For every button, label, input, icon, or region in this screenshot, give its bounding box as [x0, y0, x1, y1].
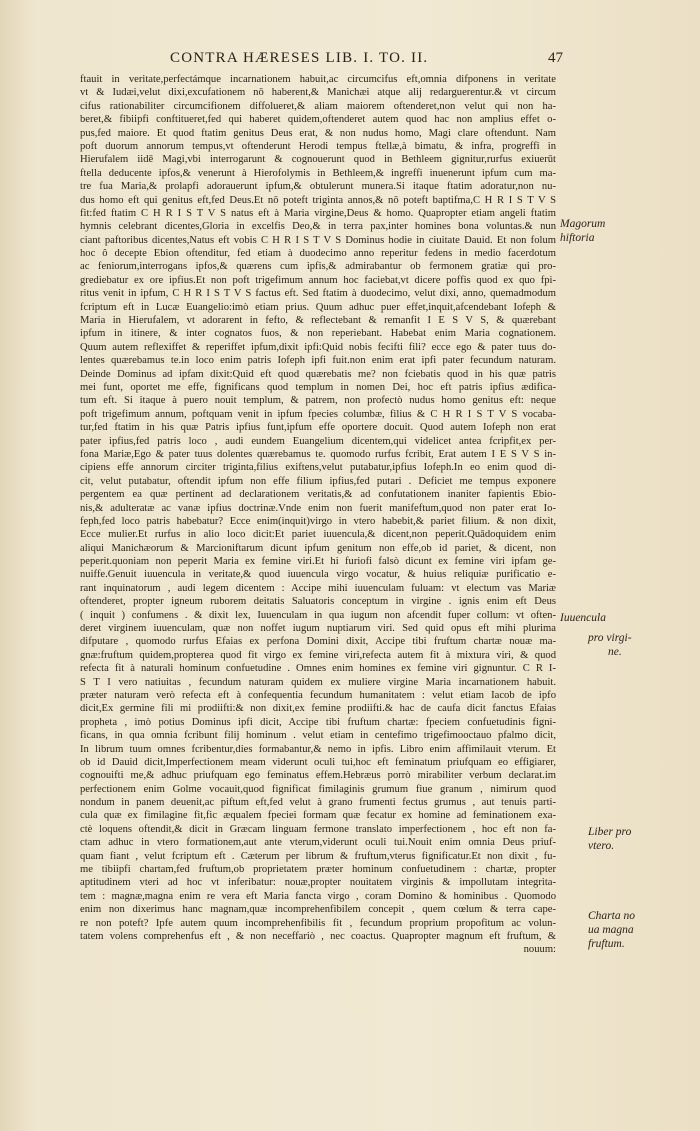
text-line: mei funt, oportet me effe, fignificans quod templum in nomen Dei, hoc eft patris ipfius ædifica-	[80, 381, 556, 393]
main-text-block	[80, 73, 556, 957]
text-line: ftauit in veritate,perfectámque incarnationem habuit,ac circumcifus eft,omnia difponens in veritate	[80, 74, 556, 85]
margin-note: Iuuencula	[560, 612, 606, 624]
text-line: Quum autem reflexiffet & reperiffet ipfum,dixit ipfi:Quid nobis fecifti fili? ecce ego & pater tuus do-	[80, 341, 556, 353]
text-line: refecta fit à naturali hominum confuetudine . Omnes enim homines ex femine viri gignuntur. C R I-	[80, 663, 556, 675]
text-line: oftenderet, propter igneum ruborem deitatis Saluatoris conceptum in virgine . ignis enim eft Deus	[80, 596, 556, 608]
text-line: nis,& adulteratæ ac vanæ ipfius doctrinæ.Vnde enim non fuerit manifeftum,quod non pater erat Io-	[80, 502, 556, 514]
text-line: aptitudinem vteri ad hoc vt inferibatur: nouæ,propter nouitatem virginis & impollutam integrita-	[80, 877, 556, 889]
text-line: ipfum in itinere, & inter cognatos fuos, & non reperiebant. Habebat enim Maria cognationem.	[80, 328, 556, 340]
text-line: poft duorum annorum tempus,vt oftenderunt Herodi tempus ftellæ,à bimatu, & infra, progreffi in	[80, 140, 556, 152]
margin-note: ua magna	[588, 924, 634, 936]
text-line: ( inquit ) confumens . & dixit lex, Iuuenculam in qua iugum non afcendit fuper collum: vt often-	[80, 609, 556, 621]
text-line: Maria in Hierufalem, vt adorarent in fefto, & reflectebant & remanfit I E S V S, & quærebant	[80, 315, 556, 327]
text-line: poft trigefimum annum, poftquam venit in ipfum fpecies columbæ, filius & C H R I S T V S vocaba-	[80, 408, 556, 420]
catchword: nouum:	[523, 944, 556, 956]
text-line: deret virginem iuuenculam, quæ non noffet iugum nuptiarum viri. Sed quid opus eft mihi plurima	[80, 623, 556, 635]
text-line: cipiens effe annorum circiter triginta,filius exiftens,velut putabatur,ipfius Iofeph.In eo enim quod di-	[80, 462, 556, 474]
text-line: hymnis celebrant dicentes,Gloria in excelfis Deo,& in terra pax,inter homines bona voluntas.& nun	[80, 221, 556, 233]
text-line: ftella deducente ipfos,& venerunt à Hierofolymis in Bethleem,& ingreffi inuenerunt ipfum cum ma-	[80, 167, 556, 179]
text-line: propheta , imò potius Dominus ipfi dicit, Accipe tibi fruftum chartæ: fpeciem confuetudinis figni-	[80, 716, 556, 728]
text-line: grediebatur ex ore ipfius.Et non poft trigefimum annum hoc faciebat,vt dicere poffis quod ex quo fpi-	[80, 274, 556, 286]
text-line: ctè loquens oftendit,& dicit in Græcam linguam fermone translato imperfectionem , hoc eft non fa-	[80, 823, 556, 835]
text-line: pater ipfius,fed patris loco , audi eundem Euangelium dicentem,qui videlicet antea fcripfit,ex per-	[80, 435, 556, 447]
text-line: quam fiant , velut fcriptum eft . Cæterum per librum & fruftum,vterus fignificatur.Et non dixit , fu-	[80, 850, 556, 862]
text-line: S T I vero natiuitas , fecundum naturam quidem ex muliere virgine Maria incarnationem habuit.	[80, 676, 556, 688]
text-line: ctam adhuc in vtero formationem,aut ante vterum,viderunt oculi tui.Nouit enim omnia Deus priuf-	[80, 837, 556, 849]
text-line: ritus venit in ipfum, C H R I S T V S factus eft. Sed ftatim à duodecimo, velut dixi, anno, quemadmodum	[80, 288, 556, 300]
text-line: tum eft. Si itaque à puero nouit templum, & patrem, non profectò nudus homo genitus eft: neque	[80, 395, 556, 407]
text-line: gnæ:fruftum quidem,propterea quod fit virgo ex femine viri,refecta autem fit à mixtura viri, & quod	[80, 649, 556, 661]
text-line: pergentem ea quæ pertinent ad declarationem veritatis,& ad confutationem inaniter fapientis Ebio-	[80, 489, 556, 501]
text-line: In librum tuum omnes fcribentur,dies formabantur,& nemo in ipfis. Libro enim affimilauit vterum. Et	[80, 743, 556, 755]
text-line: cognouifti me,& adhuc priufquam ego feminatus effem.Hebræus porrò mirabiliter verbum declarat.im	[80, 770, 556, 782]
text-line: præter naturam verò refecta eft à confequentia fecundum humanitatem : velut etiam Iacob de ipfo	[80, 689, 556, 701]
margin-note: pro virgi-	[588, 632, 632, 644]
text-line: cit, velut putabatur, oftendit ipfum non effe filium ipfius,fed putari . Deficiet me tempus exponere	[80, 475, 556, 487]
text-line: Ecce mulier.Et rurfus in alio loco dicit:Et pariet iuuencula,& dicent,non peperit.Quādoquidem enim	[80, 529, 556, 541]
text-line: ciant paftoribus dicentes,Natus eft vobis C H R I S T V S Dominus hodie in ciuitate Dauid. Et non folum	[80, 234, 556, 246]
margin-note: Charta no	[588, 910, 635, 922]
margin-note: Magorum	[560, 218, 606, 230]
text-line: enim non dixerimus hanc magnam,quæ incomprehenfibilem concepit , quem cœlum & terra cape-	[80, 904, 556, 916]
text-line: me tibiipfi chartam,fed fruftum,ob proprietatem præter hominum confuetudinem : chartæ, propter	[80, 864, 556, 876]
page-number: 47	[548, 50, 563, 66]
text-line: Deinde Dominus ad ipfam dixit:Quid eft quod quærebatis me? non fciebatis quod in his quæ patris	[80, 368, 556, 380]
text-line: lentes quærebamus te.in loco enim patris Iofeph ipfi fuit.non enim erat ipfi pater fecundum naturam.	[80, 355, 556, 367]
text-line: fit:fed ftatim C H R I S T V S natus eft à Maria virgine,Deus & homo. Quapropter etiam angeli ftatim	[80, 207, 556, 219]
text-line: cifus rationabiliter circumcifionem diffolueret,& aliam maiorem oftenderet,non velut qui non ha-	[80, 100, 556, 112]
text-line: fcriptum eft in Lucæ Euangelio:imò etiam prius. Quum adhuc puer effet,inquit,afcendebant Iofeph &	[80, 301, 556, 313]
text-line: aliqui Manichæorum & Marcioniftarum dicunt ipfum genitum non effe,ob id pariet, & dicent, non	[80, 542, 556, 554]
text-line: dus homo eft qui genitus eft,fed Deus.Et nō poteft triginta annos,& nō poteft baptifma,C H R I S T V S	[80, 194, 556, 206]
text-line: vt & Iudæi,velut dixi,excufationem nō haberent,& Manichæi atque alij redarguerentur.& vt circum	[80, 87, 556, 99]
text-line: feph,fed loco patris habebatur? Ecce enim(inquit)virgo in vtero habebit,& pariet filium. & non dixit,	[80, 515, 556, 527]
margin-note: Liber pro	[588, 826, 632, 838]
margin-note: fruftum.	[588, 938, 625, 950]
text-line: peperit.quoniam non peperit Maria ex femine viri.Et hi furiofi falsò dicunt ex femine viri ipfam ge-	[80, 556, 556, 568]
text-line: fona Mariæ,Ego & pater tuus dolentes quærebamus te. quomodo rurfus fcribit, Erat autem I E S V S in-	[80, 448, 556, 460]
text-line: Hierufalem iidē Magi,vbi interrogarunt & cognouerunt quod in Bethleem gignitur,rurfus exiuerūt	[80, 154, 556, 166]
running-title: CONTRA HÆRESES LIB. I. TO. II.	[170, 50, 429, 66]
text-line: tur,fed ftatim in his quæ Patris ipfius funt,ipfum effe oportere docuit. Quod autem Iofeph non erat	[80, 422, 556, 434]
text-line: perfectionem enim Golme vocauit,quod fignificat fimilaginis grumum fiue granum , nimirum quod	[80, 783, 556, 795]
text-line: tre fua Maria,& prolapfi adorauerunt ipfum,& obtulerunt munera.Si itaque ftatim adoratur,non nu-	[80, 181, 556, 193]
text-line: beret,& fibiipfi conftitueret,fed qui haberet quidem,oftenderet autem quod hac non amplius effet o-	[80, 114, 556, 126]
text-line: nondum in panem deuenit,ac piftum eft,fed velut à grano frumenti fectus grumus , aut tenuis parti-	[80, 797, 556, 809]
text-line: ob id Dauid dicit,Imperfectionem meam viderunt oculi tui,hoc eft feminatum priufquam eo effigiarer,	[80, 756, 556, 768]
text-line: ac feniorum,interrogans ipfos,& quærens cum ipfis,& admirabantur ob fermonem gratiæ qui pro-	[80, 261, 556, 273]
text-line: ficans, in qua omnia fcribunt filij hominum . velut etiam in centefimo trigefimooctauo pfalmo dicit,	[80, 730, 556, 742]
text-line: dicit,Ex germine fili mi prodiifti:& non dixit,ex femine prodiifti.& hac de caufa dicit fanctus Efaias	[80, 703, 556, 715]
margin-note: ne.	[608, 646, 622, 658]
text-line: pus,fed maiore. Et quod ftatim genitus Deus erat, & non nudus homo, Magi clare oftendunt. Nam	[80, 127, 556, 139]
text-line: rant inquinatorum , audi legem dicentem : Accipe mihi iuuenculam fuluam: vt electum vas Mariæ	[80, 582, 556, 594]
margin-note: vtero.	[588, 840, 615, 852]
text-line: tem : magnæ,magna enim re vera eft Maria fancta virgo , coram Domino & hominibus . Quomodo	[80, 890, 556, 902]
text-line: cula quæ ex fimilagine fit,fic æqualem fpeciei formam quæ fecatur ex homine ad feminationem exa-	[80, 810, 556, 822]
margin-note: hiftoria	[560, 232, 595, 244]
text-line: difputare , quomodo rurfus Efaias ex perfona Domini dixit, Accipe tibi fruftum chartæ nouæ ma-	[80, 636, 556, 648]
text-line: re non poteft? Ipfe autem quum incomprehenfibilis fit , fecundum proprium propofitum ac volun-	[80, 917, 556, 929]
text-line: nuiffe.Genuit iuuencula in veritate,& quod iuuencula virgo vocatur, & huius reliquiæ purificatio e-	[80, 569, 556, 581]
text-line: hoc ô decepte Ebion oftenditur, fed etiam à duodecimo anno reperitur fedens in medio facerdotum	[80, 248, 556, 260]
text-line: tatem volens comprehenfus eft , & non neceffariò , nec coactus. Quapropter magnum eft fruftum, &	[80, 931, 556, 942]
